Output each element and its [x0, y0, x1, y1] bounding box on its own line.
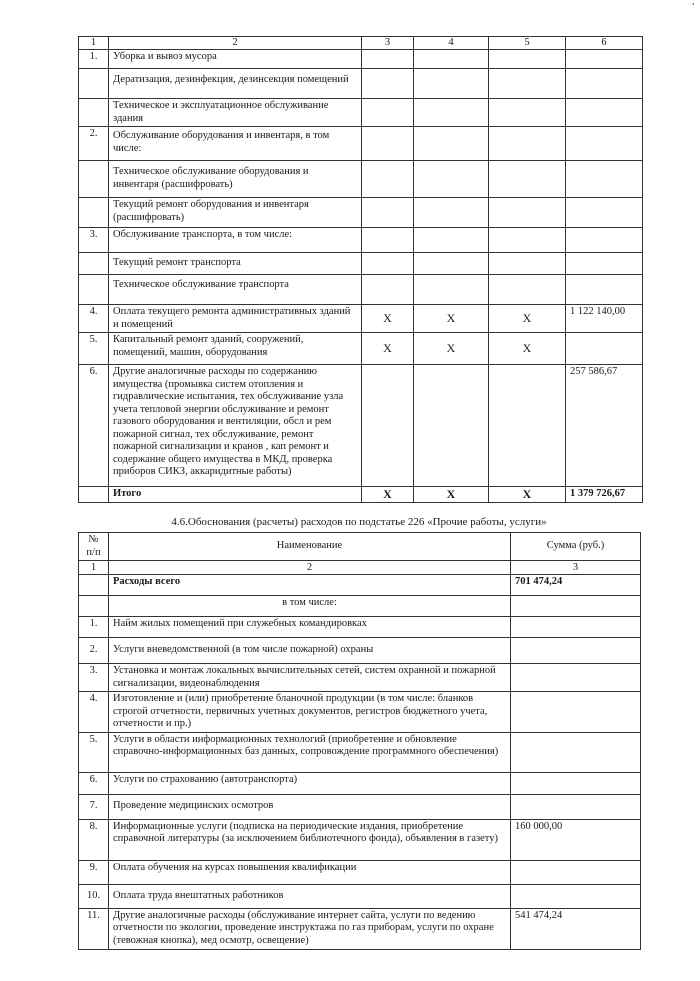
row-number: 4.: [79, 692, 109, 733]
cell: [489, 253, 566, 275]
amount-cell: 541 474,24: [511, 908, 641, 949]
table-row: [79, 772, 641, 794]
cell: [414, 127, 489, 161]
header-cell: 4: [414, 37, 489, 50]
row-number: 9.: [79, 860, 109, 884]
row-number: [79, 198, 109, 228]
row-number: 6.: [79, 365, 109, 487]
amount-cell: 1 122 140,00: [566, 305, 643, 333]
table-row: [79, 333, 643, 365]
section-caption: 4.6.Обоснования (расчеты) расходов по подстатье 226 «Прочие работы, услуги»: [171, 516, 547, 528]
subsection-label: в том числе:: [109, 596, 511, 617]
total-label: Итого: [109, 487, 362, 503]
amount-cell: [566, 127, 643, 161]
row-name: Найм жилых помещений при служебных командировках: [109, 617, 511, 638]
row-number: [79, 69, 109, 99]
amount-cell: [511, 617, 641, 638]
amount-cell: [511, 860, 641, 884]
row-name: Установка и монтаж локальных вычислительных сетей, систем охранной и пожарной сигнализации, видеонаблюдения: [109, 664, 511, 692]
row-number: 5.: [79, 333, 109, 365]
row-name: Дератизация, дезинфекция, дезинсекция помещений: [109, 69, 362, 99]
cell: [362, 127, 414, 161]
amount-cell: [566, 50, 643, 69]
header-cell: 3: [362, 37, 414, 50]
cell: [414, 365, 489, 487]
row-number: 11.: [79, 908, 109, 949]
table-row: [79, 596, 641, 617]
subheader-cell: 2: [109, 561, 511, 575]
row-name: Оплата текущего ремонта административных зданий и помещений: [109, 305, 362, 333]
row-name: Другие аналогичные расходы (обслуживание интернет сайта, услуги по ведению отчетности по экологии, проведение инструктажа по газ приборам, услуги по охране (тевожная кнопка), мед осмотр, освещение): [109, 908, 511, 949]
row-name: Услуги по страхованию (автотранспорта): [109, 772, 511, 794]
cell: [489, 69, 566, 99]
amount-cell: [566, 333, 643, 365]
row-number: [79, 99, 109, 127]
amount-cell: [566, 275, 643, 305]
amount-cell: [511, 794, 641, 819]
cell: [414, 99, 489, 127]
amount-cell: [511, 772, 641, 794]
cell: [489, 365, 566, 487]
row-number: 1.: [79, 50, 109, 69]
amount-cell: 257 586,67: [566, 365, 643, 487]
table-header-row: [79, 533, 641, 561]
amount-cell: [566, 253, 643, 275]
row-name: Оплата обучения на курсах повышения квалификации: [109, 860, 511, 884]
cell: [489, 198, 566, 228]
row-name: Услуги вневедомственной (в том числе пожарной) охраны: [109, 638, 511, 664]
row-name: Проведение медицинских осмотров: [109, 794, 511, 819]
table-row: [79, 664, 641, 692]
cell: [362, 253, 414, 275]
total-amount: 701 474,24: [511, 575, 641, 596]
cell: [414, 161, 489, 198]
amount-cell: [511, 732, 641, 772]
cell: [489, 161, 566, 198]
table-row: [79, 638, 641, 664]
total-row: [79, 575, 641, 596]
table-header-row: [79, 37, 643, 50]
table-row: [79, 617, 641, 638]
header-sum: Сумма (руб.): [511, 533, 641, 561]
total-row: [79, 487, 643, 503]
cell: [414, 198, 489, 228]
table-row: [79, 794, 641, 819]
table-row: [79, 228, 643, 253]
table-row: [79, 732, 641, 772]
row-number: 10.: [79, 884, 109, 908]
table-row: [79, 198, 643, 228]
row-name: Техническое и эксплуатационное обслуживание здания: [109, 99, 362, 127]
cell: [362, 275, 414, 305]
cell: X: [414, 487, 489, 503]
table-row: [79, 253, 643, 275]
total-amount: 1 379 726,67: [566, 487, 643, 503]
cell: X: [362, 487, 414, 503]
row-name: Информационные услуги (подписка на периодические издания, приобретение справочной литературы (за исключением библиотечного фонда), объявления в газету): [109, 819, 511, 860]
subheader-cell: 3: [511, 561, 641, 575]
subheader-cell: 1: [79, 561, 109, 575]
cell: [362, 161, 414, 198]
table-row: [79, 161, 643, 198]
corner-mark: ': [692, 2, 694, 13]
cell: [362, 99, 414, 127]
row-number: [79, 575, 109, 596]
row-name: Услуги в области информационных технологий (приобретение и обновление справочно-информационных баз данных, сопровождение программного обеспечения): [109, 732, 511, 772]
header-name: Наименование: [109, 533, 511, 561]
cell: X: [489, 333, 566, 365]
row-name: Обслуживание транспорта, в том числе:: [109, 228, 362, 253]
cell: [489, 228, 566, 253]
cell: [362, 69, 414, 99]
table-row: [79, 365, 643, 487]
row-number: [79, 161, 109, 198]
table-row: [79, 884, 641, 908]
header-cell: 5: [489, 37, 566, 50]
row-name: Техническое обслуживание транспорта: [109, 275, 362, 305]
row-number: 2.: [79, 127, 109, 161]
cell: [362, 198, 414, 228]
row-number: [79, 253, 109, 275]
header-cell: 2: [109, 37, 362, 50]
header-num: № п/п: [79, 533, 109, 561]
cell: X: [489, 487, 566, 503]
amount-cell: [511, 884, 641, 908]
table-row: [79, 275, 643, 305]
amount-cell: [566, 69, 643, 99]
row-number: 7.: [79, 794, 109, 819]
table-row: [79, 305, 643, 333]
header-cell: 6: [566, 37, 643, 50]
row-number: [79, 596, 109, 617]
cell: X: [414, 333, 489, 365]
cell: [489, 275, 566, 305]
cell: [414, 253, 489, 275]
cell: X: [362, 305, 414, 333]
cell: [414, 275, 489, 305]
table-row: [79, 860, 641, 884]
row-name: Оплата труда внештатных работников: [109, 884, 511, 908]
row-name: Капитальный ремонт зданий, сооружений, помещений, машин, оборудования: [109, 333, 362, 365]
amount-cell: [511, 638, 641, 664]
table-row: [79, 69, 643, 99]
cell: X: [489, 305, 566, 333]
row-number: 2.: [79, 638, 109, 664]
cell: X: [362, 333, 414, 365]
row-number: 3.: [79, 664, 109, 692]
table-row: [79, 50, 643, 69]
cell: X: [414, 305, 489, 333]
table-subheader-row: [79, 561, 641, 575]
row-number: 1.: [79, 617, 109, 638]
amount-cell: [566, 99, 643, 127]
row-number: 8.: [79, 819, 109, 860]
amount-cell: [566, 198, 643, 228]
amount-cell: [511, 692, 641, 733]
cell: [489, 99, 566, 127]
row-name: Уборка и вывоз мусора: [109, 50, 362, 69]
cell: [362, 365, 414, 487]
table-row: [79, 127, 643, 161]
header-cell: 1: [79, 37, 109, 50]
cell: [362, 228, 414, 253]
table-row: [79, 819, 641, 860]
amount-cell: [511, 596, 641, 617]
cell: [414, 69, 489, 99]
row-name: Техническое обслуживание оборудования и инвентаря (расшифровать): [109, 161, 362, 198]
row-number: [79, 487, 109, 503]
amount-cell: [511, 664, 641, 692]
row-name: Текущий ремонт оборудования и инвентаря (расшифровать): [109, 198, 362, 228]
row-number: 4.: [79, 305, 109, 333]
amount-cell: 160 000,00: [511, 819, 641, 860]
row-number: [79, 275, 109, 305]
other-services-table: [78, 532, 641, 950]
table-row: [79, 692, 641, 733]
table-row: [79, 908, 641, 949]
row-name: Другие аналогичные расходы по содержанию имущества (промывка систем отопления и гидравлические испытания, тех обслуживание узла учета тепловой энергии обслуживание и ремонт газового оборудования и вентиляции, обсл и рем пожарной сигнал, тех обслуживание, ремонт пожарной сигнализации и кранов , кап ремонт и содержание общего имущества в МКД, проверка приборов СИКЗ, аккаридитные работы): [109, 365, 362, 487]
cell: [414, 228, 489, 253]
row-name: Текущий ремонт транспорта: [109, 253, 362, 275]
row-number: 5.: [79, 732, 109, 772]
row-name: Обслуживание оборудования и инвентаря, в том числе:: [109, 127, 362, 161]
amount-cell: [566, 161, 643, 198]
row-name: Изготовление и (или) приобретение бланочной продукции (в том числе: бланков строгой отчетности, первичных учетных документов, регистров бюджетного учета, отчетности и пр.): [109, 692, 511, 733]
cell: [489, 127, 566, 161]
row-number: 3.: [79, 228, 109, 253]
cell: [414, 50, 489, 69]
cell: [362, 50, 414, 69]
table-row: [79, 99, 643, 127]
cell: [489, 50, 566, 69]
amount-cell: [566, 228, 643, 253]
total-label: Расходы всего: [109, 575, 511, 596]
maintenance-expenses-table: [78, 36, 643, 503]
row-number: 6.: [79, 772, 109, 794]
